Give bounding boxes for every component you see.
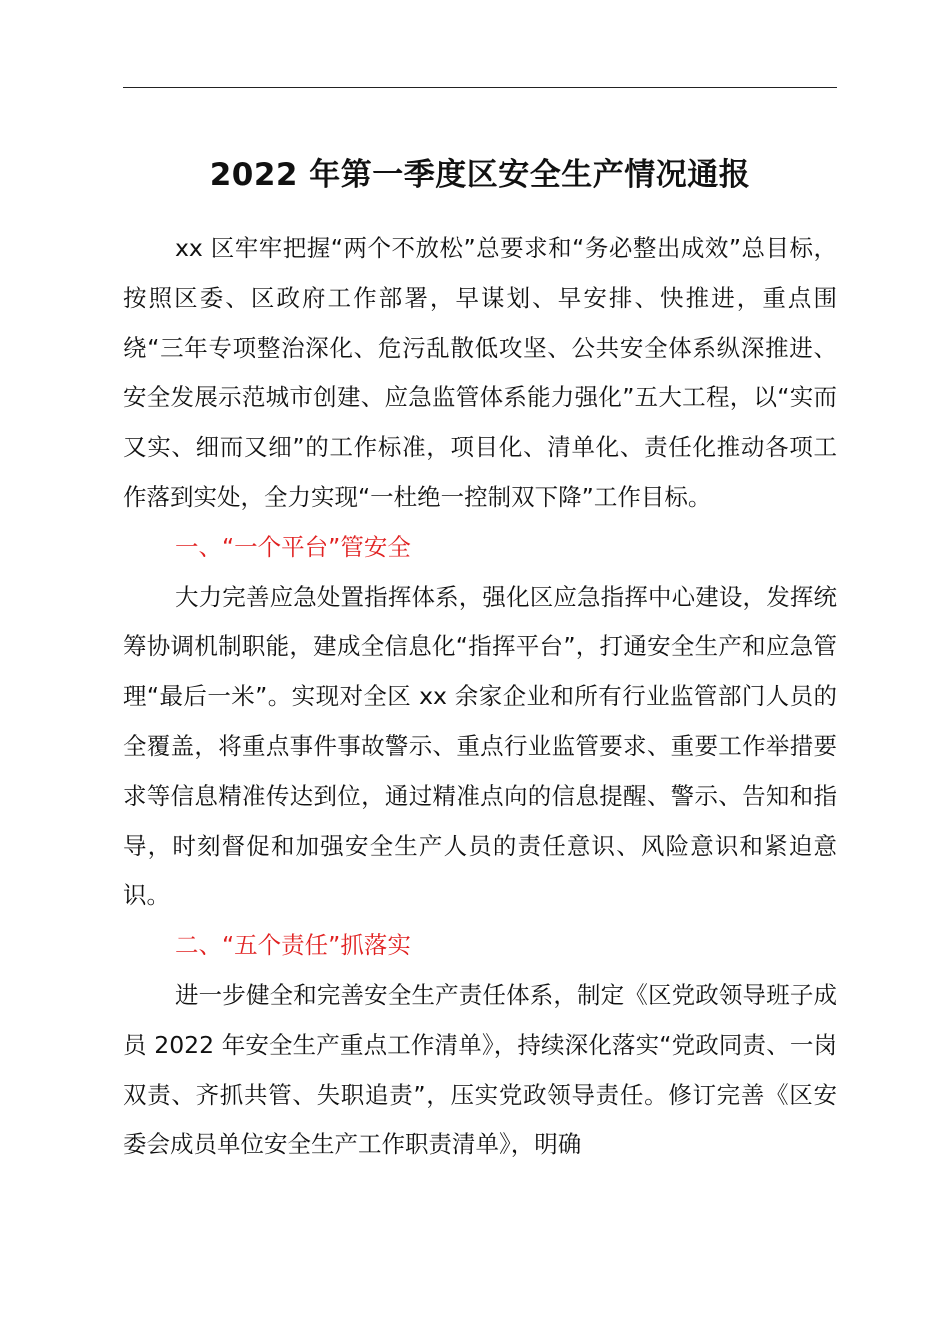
document-title: 2022 年第一季度区安全生产情况通报 bbox=[209, 157, 751, 193]
intro-paragraph: xx 区牢牢把握“两个不放松”总要求和“务必整出成效”总目标，按照区委、区政府工作部署，早谋划、早安排、快推进，重点围绕“三年专项整治深化、危污乱散低攻坚、公共安全体系纵深推进、安全发展示范城市创建、应急监管体系能力强化”五大工程，以“实而又实、细而又细”的工作标准，项目化、清单化、责任化推动各项工作落到实处，全力实现“一杜绝一控制双下降”工作目标。 bbox=[123, 234, 837, 511]
header-rule bbox=[123, 87, 837, 88]
section-1-heading: 一、“一个平台”管安全 bbox=[175, 532, 411, 561]
section-1-paragraph: 大力完善应急处置指挥体系，强化区应急指挥中心建设，发挥统筹协调机制职能，建成全信息化“指挥平台”，打通安全生产和应急管理“最后一米”。实现对全区 xx 余家企业和所有行业监管部门人员的全覆盖，将重点事件事故警示、重点行业监管要求、重要工作举措要求等信息精准传达到位，通过精准点向的信息提醒、警示、告知和指导，时刻督促和加强安全生产人员的责任意识、风险意识和紧迫意识。 bbox=[123, 582, 837, 910]
section-2-heading: 二、“五个责任”抓落实 bbox=[175, 931, 411, 960]
document-body bbox=[123, 224, 837, 1170]
section-2-paragraph: 进一步健全和完善安全生产责任体系，制定《区党政领导班子成员 2022 年安全生产重点工作清单》，持续深化落实“党政同责、一岗双责、齐抓共管、失职追责”，压实党政领导责任。修订完善《区安委会成员单位安全生产工作职责清单》，明确 bbox=[123, 980, 837, 1159]
